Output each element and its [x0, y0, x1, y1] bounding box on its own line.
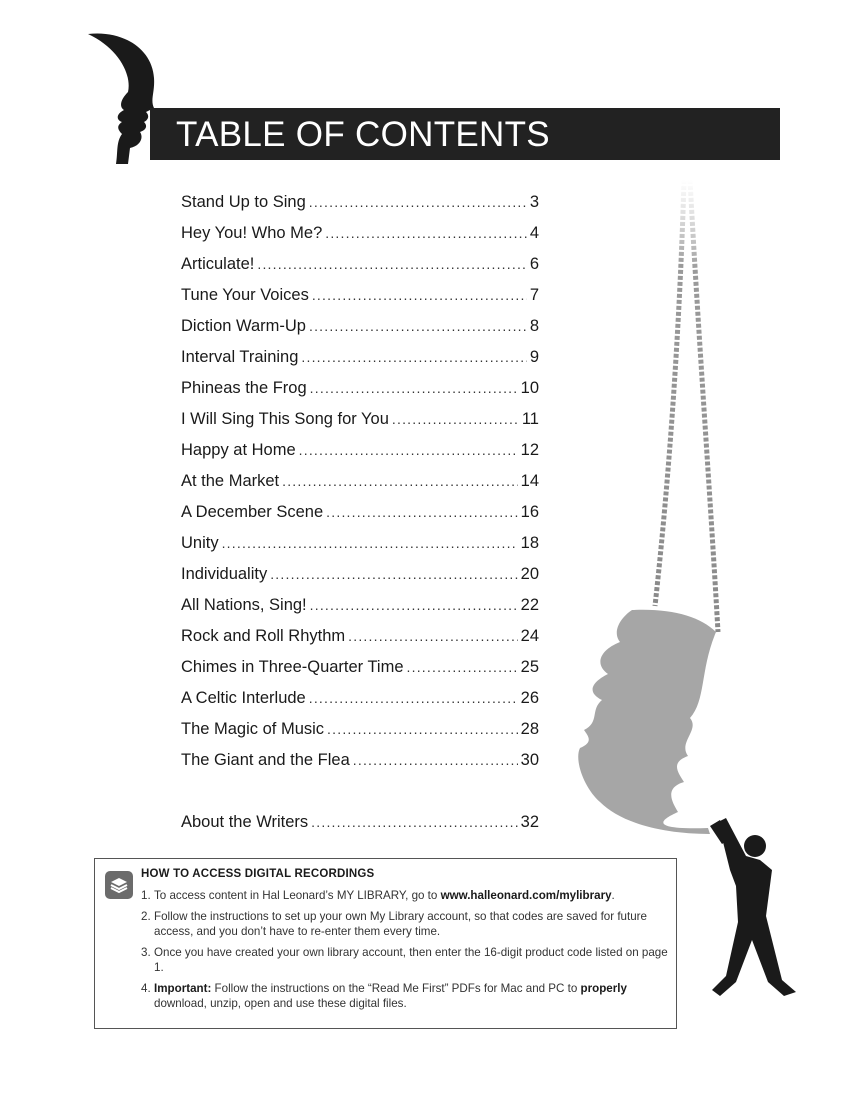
toc-leader [309, 690, 518, 706]
toc-entry-title: Tune Your Voices [181, 286, 309, 304]
toc-leader [327, 721, 518, 737]
toc-entry-page: 16 [520, 503, 539, 521]
toc-leader [309, 318, 527, 334]
toc-entry[interactable] [181, 441, 539, 465]
toc-entry-page: 18 [520, 534, 539, 552]
toc-entry-page: 9 [529, 348, 539, 366]
important-label: Important: [154, 982, 212, 995]
toc-entry-page: 10 [520, 379, 539, 397]
toc-entry-title: Chimes in Three-Quarter Time [181, 658, 404, 676]
toc-entry-title: About the Writers [181, 813, 309, 831]
toc-entry-page: 12 [520, 441, 539, 459]
toc-entry-title: Individuality [181, 565, 268, 583]
toc-entry[interactable] [181, 813, 539, 837]
toc-entry-page: 8 [529, 317, 539, 335]
toc-entry-title: Unity [181, 534, 219, 552]
title-banner [150, 108, 780, 160]
toc-entry[interactable] [181, 596, 539, 620]
toc-leader [311, 814, 517, 830]
toc-entry-title: Stand Up to Sing [181, 193, 306, 211]
toc-entry-page: 20 [520, 565, 539, 583]
step-text-end: . [611, 889, 615, 902]
toc-leader [301, 349, 526, 365]
step-number: 3. [141, 946, 151, 959]
toc-entry[interactable] [181, 379, 539, 403]
properly-label: properly [580, 982, 627, 995]
toc-entry[interactable] [181, 534, 539, 558]
toc-entry-title: A December Scene [181, 503, 324, 521]
layers-icon [105, 871, 133, 899]
toc-entry[interactable] [181, 224, 539, 248]
access-heading: HOW TO ACCESS DIGITAL RECORDINGS [141, 868, 375, 880]
toc-entry[interactable] [181, 286, 539, 310]
toc-entry[interactable] [181, 472, 539, 496]
step-text: To access content in Hal Leonard’s MY LIBRARY, go to [154, 889, 441, 902]
toc-leader [257, 256, 526, 272]
toc-entry-title: I Will Sing This Song for You [181, 410, 389, 428]
toc-leader [310, 380, 518, 396]
access-step-1 [141, 888, 669, 903]
toc-entry-page: 24 [520, 627, 539, 645]
toc-entry-title: Rock and Roll Rhythm [181, 627, 346, 645]
toc-leader [270, 566, 517, 582]
toc-entry-title: The Giant and the Flea [181, 751, 350, 769]
toc-leader [282, 473, 518, 489]
toc-entry-title: Happy at Home [181, 441, 296, 459]
toc-entry[interactable] [181, 317, 539, 341]
toc-entry[interactable] [181, 720, 539, 744]
toc-leader [222, 535, 518, 551]
toc-entry[interactable] [181, 348, 539, 372]
toc-entry-page: 22 [520, 596, 539, 614]
toc-entry[interactable] [181, 751, 539, 775]
toc-entry[interactable] [181, 193, 539, 217]
toc-leader [326, 504, 517, 520]
toc-leader [312, 287, 527, 303]
toc-entry-title: All Nations, Sing! [181, 596, 307, 614]
page-title: TABLE OF CONTENTS [176, 115, 550, 154]
toc-entry[interactable] [181, 627, 539, 651]
toc-leader [310, 597, 518, 613]
toc-entry-page: 3 [529, 193, 539, 211]
grey-face-profile-icon [578, 610, 716, 834]
toc-entry[interactable] [181, 658, 539, 682]
toc-entry-page: 30 [520, 751, 539, 769]
toc-entry[interactable] [181, 565, 539, 589]
toc-entry-title: Articulate! [181, 255, 255, 273]
toc-entry[interactable] [181, 410, 539, 434]
access-step-2 [141, 909, 669, 939]
step-number: 1. [141, 889, 151, 902]
toc-entry[interactable] [181, 689, 539, 713]
toc-entry-title: Diction Warm-Up [181, 317, 306, 335]
digital-recordings-box [94, 858, 677, 1029]
library-link[interactable]: www.halleonard.com/mylibrary [440, 889, 612, 902]
toc-entry-title: Phineas the Frog [181, 379, 307, 397]
toc-entry-page: 11 [521, 410, 539, 428]
toc-entry-page: 25 [520, 658, 539, 676]
access-steps [141, 888, 669, 1017]
toc-leader [299, 442, 518, 458]
toc-entry-title: Hey You! Who Me? [181, 224, 323, 242]
toc-entry-page: 4 [529, 224, 539, 242]
step-number: 2. [141, 910, 151, 923]
toc-leader [392, 411, 519, 427]
toc-entry[interactable] [181, 255, 539, 279]
access-step-3 [141, 945, 669, 975]
toc-entry-page: 7 [529, 286, 539, 304]
toc-leader [353, 752, 518, 768]
toc-entry-title: The Magic of Music [181, 720, 325, 738]
toc-entry-page: 14 [520, 472, 539, 490]
toc-entry-page: 26 [520, 689, 539, 707]
toc-entry[interactable] [181, 503, 539, 527]
toc-entry-title: Interval Training [181, 348, 299, 366]
toc-entry-page: 32 [520, 813, 539, 831]
toc-leader [348, 628, 517, 644]
toc-entry-page: 6 [529, 255, 539, 273]
man-silhouette-icon [710, 818, 796, 996]
toc-entry-page: 28 [520, 720, 539, 738]
toc-leader [407, 659, 518, 675]
toc-entry-title: At the Market [181, 472, 280, 490]
toc-leader [325, 225, 527, 241]
toc-leader [309, 194, 527, 210]
toc-entry-title: A Celtic Interlude [181, 689, 306, 707]
step-number: 4. [141, 982, 151, 995]
step-text: Follow the instructions on the “Read Me First” PDFs for Mac and PC to [211, 982, 581, 995]
chain-icon [655, 180, 718, 632]
access-step-4 [141, 981, 669, 1011]
step-text: Follow the instructions to set up your own My Library account, so that codes are saved for future access, and you don’t have to re-enter them every time. [154, 910, 647, 938]
step-text-end: download, unzip, open and use these digital files. [154, 997, 407, 1010]
step-text: Once you have created your own library account, then enter the 16-digit product code listed on page 1. [154, 946, 668, 974]
